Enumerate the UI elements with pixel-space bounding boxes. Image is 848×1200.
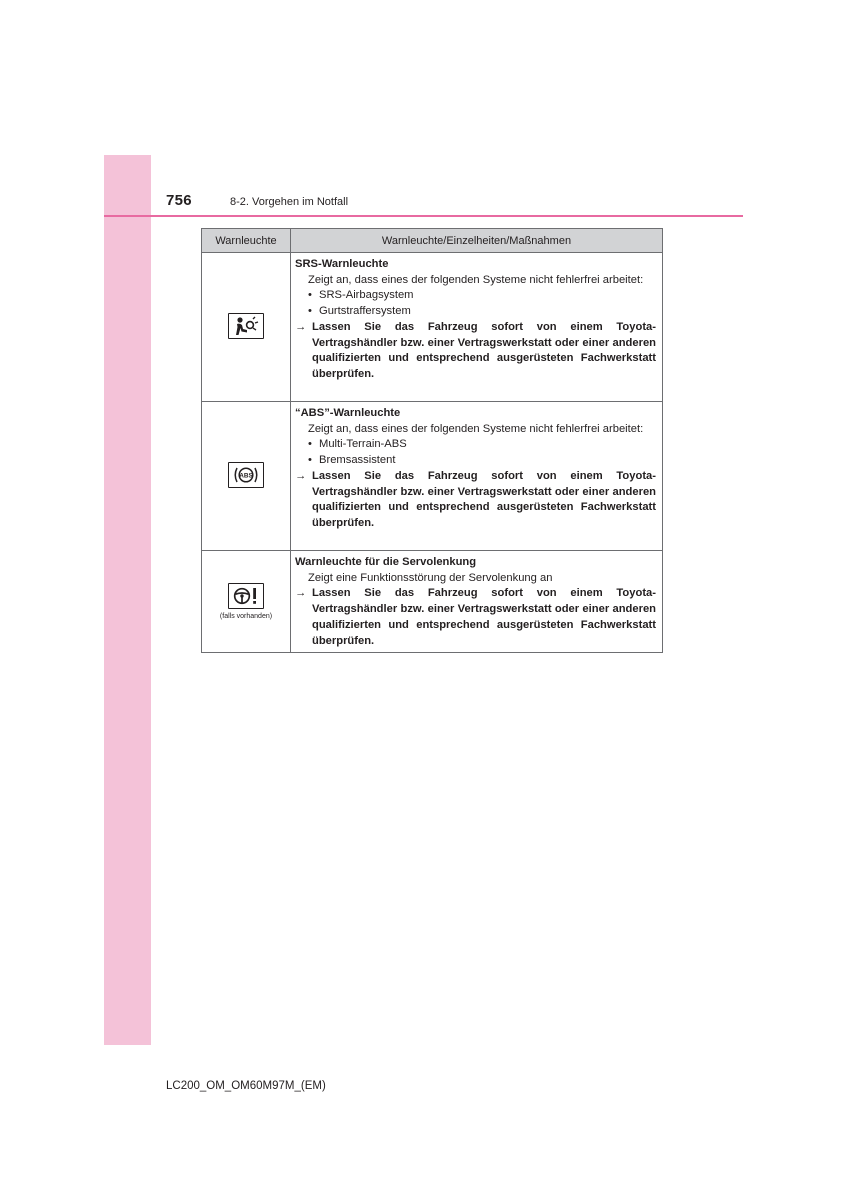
footer-document-code: LC200_OM_OM60M97M_(EM) bbox=[166, 1080, 326, 1092]
icon-cell bbox=[202, 551, 291, 653]
action-text: Lassen Sie das Fahrzeug sofort von einem Toyota-Vertragshändler bzw. einer Vertragswerkstatt oder einer anderen qualifizierten und entsprechend ausgerüsteten Fachwerkstatt überprüfen. bbox=[312, 469, 656, 529]
entry-title: SRS-Warnleuchte bbox=[295, 258, 389, 270]
entry-title: “ABS”-Warnleuchte bbox=[295, 407, 401, 419]
table-header-row bbox=[202, 229, 663, 253]
action-text: Lassen Sie das Fahrzeug sofort von einem Toyota-Vertragshändler bzw. einer Vertragswerkstatt oder einer anderen qualifizierten und entsprechend ausgerüsteten Fachwerkstatt überprüfen. bbox=[312, 587, 656, 647]
bullet-text: SRS-Airbagsystem bbox=[319, 289, 414, 302]
details-cell bbox=[291, 551, 663, 653]
bullet-text: Multi-Terrain-ABS bbox=[319, 438, 407, 451]
icon-cell bbox=[202, 402, 291, 551]
table-row bbox=[202, 551, 663, 653]
icon-note: (falls vorhanden) bbox=[219, 613, 273, 621]
column-header-warnleuchte: Warnleuchte bbox=[202, 229, 291, 253]
table-row bbox=[202, 402, 663, 551]
section-title: 8-2. Vorgehen im Notfall bbox=[230, 196, 349, 208]
bullet-text: Gurtstraffersystem bbox=[319, 305, 411, 318]
bullet-text: Bremsassistent bbox=[319, 454, 396, 467]
bullet-item bbox=[295, 437, 656, 453]
bullet-item bbox=[295, 304, 656, 320]
airbag-warning-icon bbox=[228, 313, 264, 339]
entry-description: Zeigt an, dass eines der folgenden Systeme nicht fehlerfrei arbeitet: bbox=[308, 273, 644, 286]
arrow-symbol: → bbox=[295, 587, 307, 600]
details-cell bbox=[291, 253, 663, 402]
warning-light-table bbox=[201, 228, 663, 653]
arrow-symbol: → bbox=[295, 469, 307, 482]
table-row bbox=[202, 253, 663, 402]
bullet-symbol: • bbox=[308, 305, 312, 318]
bullet-symbol: • bbox=[308, 289, 312, 302]
action-item bbox=[295, 469, 656, 532]
action-text: Lassen Sie das Fahrzeug sofort von einem Toyota-Vertragshändler bzw. einer Vertragswerkstatt oder einer anderen qualifizierten und entsprechend ausgerüsteten Fachwerkstatt überprüfen. bbox=[312, 320, 656, 380]
bullet-item bbox=[295, 453, 656, 469]
abs-warning-icon bbox=[228, 462, 264, 488]
page-number: 756 bbox=[166, 192, 192, 209]
details-cell bbox=[291, 402, 663, 551]
power-steering-warning-icon bbox=[228, 583, 264, 609]
bullet-item bbox=[295, 288, 656, 304]
svg-text:ABS: ABS bbox=[239, 472, 253, 480]
side-color-band bbox=[104, 155, 151, 1045]
entry-title: Warnleuchte für die Servolenkung bbox=[295, 556, 477, 568]
header-rule bbox=[104, 215, 743, 217]
action-item bbox=[295, 586, 656, 649]
entry-description: Zeigt eine Funktionsstörung der Servolenkung an bbox=[308, 571, 553, 584]
bullet-symbol: • bbox=[308, 454, 312, 467]
arrow-symbol: → bbox=[295, 320, 307, 333]
column-header-details: Warnleuchte/Einzelheiten/Maßnahmen bbox=[291, 229, 663, 253]
bullet-symbol: • bbox=[308, 438, 312, 451]
icon-cell bbox=[202, 253, 291, 402]
action-item bbox=[295, 320, 656, 383]
entry-description: Zeigt an, dass eines der folgenden Systeme nicht fehlerfrei arbeitet: bbox=[308, 422, 644, 435]
